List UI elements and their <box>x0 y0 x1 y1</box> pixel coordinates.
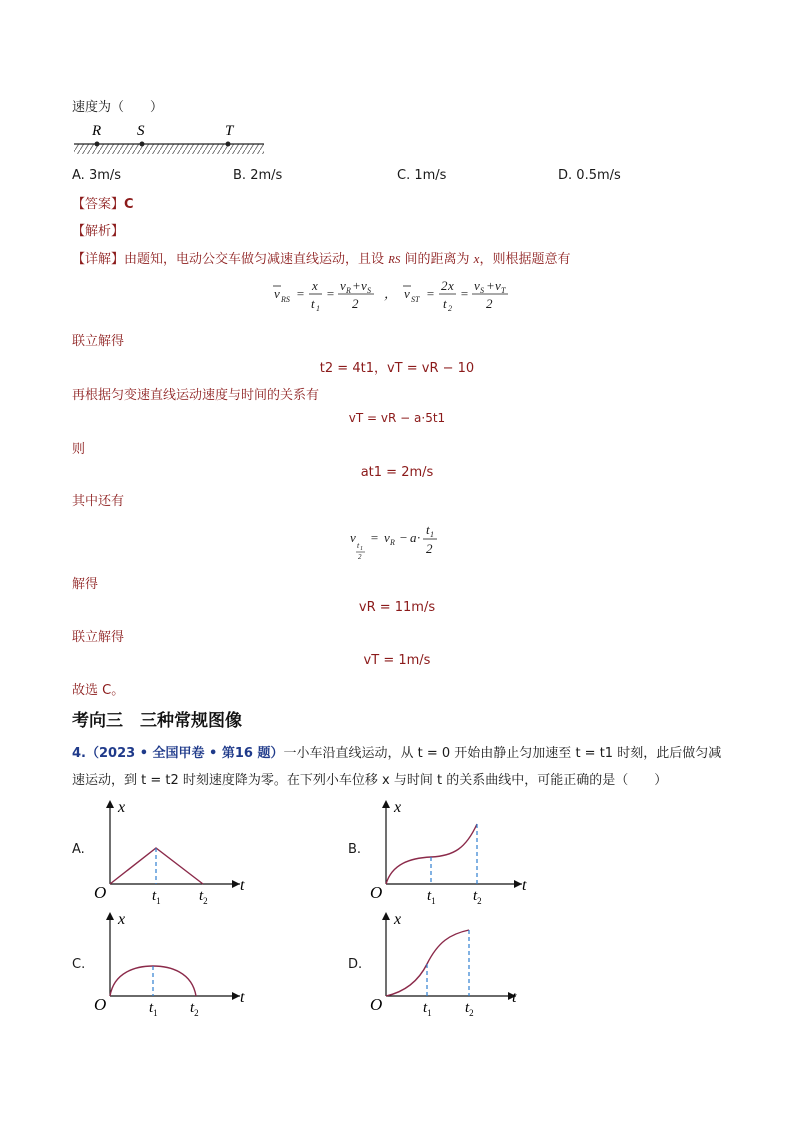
svg-text:2: 2 <box>441 278 448 293</box>
svg-text:t: t <box>443 296 447 311</box>
svg-text:2: 2 <box>486 296 493 311</box>
graph-d <box>366 906 536 1018</box>
svg-text:2: 2 <box>358 553 362 561</box>
graph-d-x-label: x <box>394 911 402 928</box>
step-7: 故选 C。 <box>72 683 125 698</box>
svg-text:S: S <box>480 286 484 295</box>
svg-text:=: = <box>326 286 335 301</box>
graph-d-origin: O <box>370 995 383 1014</box>
svg-text:2: 2 <box>352 296 359 311</box>
equation-6: vR = 11m/s <box>358 600 436 615</box>
label-s: S <box>137 123 145 139</box>
step-6: 联立解得 <box>72 630 125 645</box>
step-5: 解得 <box>72 577 99 592</box>
svg-text:RS: RS <box>281 295 290 304</box>
svg-text:x: x <box>312 278 318 293</box>
svg-text:v: v <box>495 278 501 293</box>
equation-3: vT = vR − a·5t1 <box>348 411 446 425</box>
svg-text:v: v <box>274 286 280 301</box>
graph-b-t1-label: $t_1$ <box>427 888 436 906</box>
svg-text:a: a <box>410 530 417 545</box>
svg-text:2: 2 <box>426 541 433 556</box>
svg-text:v: v <box>340 278 346 293</box>
svg-text:−: − <box>399 530 408 545</box>
svg-text:=: = <box>296 286 305 301</box>
equation-5 <box>346 516 456 562</box>
graph-c-t2-label: $t_2$ <box>190 1000 199 1018</box>
option-d: D. 0.5m/s <box>558 168 621 183</box>
graph-d-t-label: t <box>512 989 517 1006</box>
step-3: 则 <box>72 442 86 457</box>
graph-a <box>90 794 260 906</box>
graph-c-letter: C. <box>72 957 86 972</box>
svg-text:1: 1 <box>430 530 434 539</box>
graph-d-t1-label: $t_1$ <box>423 1000 432 1018</box>
svg-text:v: v <box>350 530 356 545</box>
graph-a-letter: A. <box>72 842 85 857</box>
svg-text:t: t <box>311 296 315 311</box>
svg-text:v: v <box>474 278 480 293</box>
svg-text:=: = <box>426 286 435 301</box>
equation-7: vT = 1m/s <box>363 653 431 668</box>
svg-text:t: t <box>357 541 360 550</box>
svg-text:v: v <box>361 278 367 293</box>
svg-text:T: T <box>501 286 506 295</box>
svg-text:ST: ST <box>411 295 420 304</box>
graph-b-x-label: x <box>394 799 402 816</box>
answer-line: 【答案】C <box>72 197 134 212</box>
graph-d-t2-label: $t_2$ <box>465 1000 474 1018</box>
label-t: T <box>225 123 234 139</box>
option-a: A. 3m/s <box>72 168 122 183</box>
svg-text:1: 1 <box>316 304 320 313</box>
graph-b-origin: O <box>370 883 383 902</box>
equation-1 <box>272 272 532 316</box>
option-b: B. 2m/s <box>233 168 283 183</box>
equation-1-svg <box>272 272 532 316</box>
graph-a-t-label: t <box>240 877 245 894</box>
graph-a-x-label: x <box>118 799 126 816</box>
question-4-line-2: 速运动，到 t = t2 时刻速度降为零。在下列小车位移 x 与时间 t 的关系曲线中，可能正确的是（ ） <box>72 773 668 788</box>
rst-diagram <box>70 118 270 158</box>
question-4-line-1: 4.（2023 • 全国甲卷 • 第16 题）一小车沿直线运动，从 t = 0 开始由静止匀加速至 t = t1 时刻，此后做匀减 <box>72 746 722 761</box>
svg-text:R: R <box>390 538 395 547</box>
svg-text:v: v <box>404 286 410 301</box>
analysis-tag: 【解析】 <box>72 224 125 239</box>
svg-text:x: x <box>448 278 454 293</box>
equation-2: t2 = 4t1，vT = vR − 10 <box>319 361 475 376</box>
section-title: 考向三 三种常规图像 <box>72 711 242 731</box>
graph-c-origin: O <box>94 995 107 1014</box>
graph-a-t1-label: $t_1$ <box>152 888 161 906</box>
svg-text:R: R <box>346 286 351 295</box>
graph-c-t1-label: $t_1$ <box>149 1000 158 1018</box>
graph-b-letter: B. <box>348 842 362 857</box>
graph-b <box>366 794 536 906</box>
question-tail: 速度为（ ） <box>72 100 164 115</box>
label-r: R <box>92 123 102 139</box>
svg-text:=: = <box>370 530 379 545</box>
svg-text:t: t <box>426 522 430 537</box>
svg-text:+: + <box>486 278 495 293</box>
point-r <box>95 142 100 147</box>
graph-a-t2-label: $t_2$ <box>199 888 208 906</box>
equation-4: at1 = 2m/s <box>360 465 434 480</box>
svg-text:2: 2 <box>448 304 452 313</box>
graph-c-x-label: x <box>118 911 126 928</box>
graph-b-t2-label: $t_2$ <box>473 888 482 906</box>
graph-d-letter: D. <box>348 957 363 972</box>
step-4: 其中还有 <box>72 494 125 509</box>
svg-text:1: 1 <box>360 546 363 552</box>
option-c: C. 1m/s <box>397 168 447 183</box>
point-s <box>140 142 145 147</box>
equation-5-svg <box>346 516 456 562</box>
graph-c-t-label: t <box>240 989 245 1006</box>
graph-a-origin: O <box>94 883 107 902</box>
svg-text:=: = <box>460 286 469 301</box>
step-2: 再根据匀变速直线运动速度与时间的关系有 <box>72 388 320 403</box>
detail-line: 【详解】由题知，电动公交车做匀减速直线运动，且设 RS 间的距离为 x，则根据题意有 <box>72 251 571 267</box>
step-1: 联立解得 <box>72 334 125 349</box>
svg-text:S: S <box>367 286 371 295</box>
graph-c <box>90 906 260 1018</box>
svg-text:v: v <box>384 530 390 545</box>
svg-text:+: + <box>352 278 361 293</box>
svg-text:，: ， <box>384 286 398 301</box>
point-t <box>226 142 231 147</box>
graph-b-t-label: t <box>522 877 527 894</box>
svg-text:·: · <box>417 530 421 545</box>
